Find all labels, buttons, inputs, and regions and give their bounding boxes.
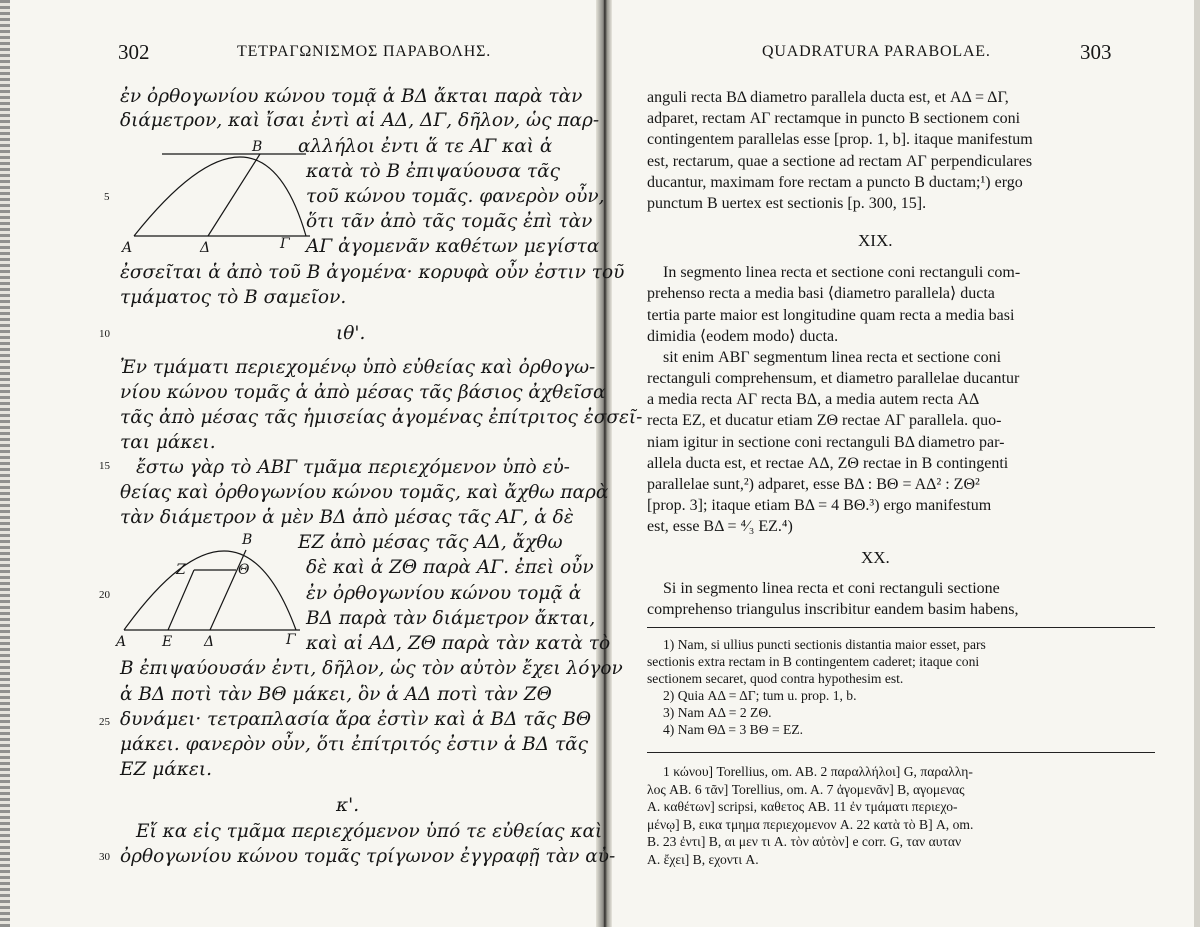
text-line: κατὰ τὸ Β ἐπιψαύουσα τᾶς	[306, 161, 561, 182]
footnote-line: sectionis extra rectam in Β contingentem caderet; itaque coni	[647, 654, 980, 669]
text-line: διάμετρον, καὶ ἴσαι ἐντὶ αἱ ΑΔ, ΔΓ, δῆλον, ὡς παρ-	[120, 110, 600, 131]
footnote-line: 2) Quia ΑΔ = ΔΓ; tum u. prop. 1, b.	[663, 688, 857, 703]
text-line: parallelae sunt,²) adparet, esse ΒΔ : ΒΘ = ΑΔ² : ΖΘ²	[647, 476, 980, 493]
book-gutter	[596, 0, 612, 927]
text-line: ἐσσεῖται ἁ ἀπὸ τοῦ Β ἀγομένα· κορυφὰ οὖν ἐστιν τοῦ	[120, 262, 625, 283]
text-line: niam igitur in sectione coni rectanguli ΒΔ diametro par-	[647, 434, 1005, 451]
figure-label: Β	[242, 532, 253, 548]
text-line: allela ducta est, et rectae ΑΔ, ΖΘ rectae in Β contingenti	[647, 455, 1009, 472]
text-line: In segmento linea recta et sectione coni rectanguli com-	[663, 264, 1021, 281]
page-edge-right	[1194, 0, 1200, 927]
text-line: [prop. 3]; itaque etiam ΒΔ = 4 ΒΘ.³) ergo manifestum	[647, 497, 992, 514]
text-line: ται μάκει.	[120, 432, 216, 453]
text-line: Si in segmento linea recta et coni rectanguli sectione	[663, 580, 1000, 597]
text-line: ὅτι τᾶν ἀπὸ τᾶς τομᾶς ἐπὶ τὰν	[306, 211, 593, 232]
text-line: contingentem parallelas esse [prop. 1, b]. itaque manifestum	[647, 131, 1033, 148]
text-line: a media recta ΑΓ recta ΒΔ, a media autem recta ΑΔ	[647, 391, 980, 408]
parabola-arc	[134, 157, 306, 236]
text-line: prehenso recta a media basi ⟨diametro parallela⟩ ducta	[647, 285, 995, 302]
line-number: 25	[99, 716, 110, 728]
text-line: ἐν ὀρθογωνίου κώνου τομᾷ ἁ	[306, 583, 582, 604]
footnote-line: 3) Nam ΑΔ = 2 ΖΘ.	[663, 705, 772, 720]
right-running-head: QUADRATURA PARABOLAE.	[762, 43, 991, 60]
parabola-figure-1	[110, 140, 310, 260]
apparatus-line: λος AB. 6 τᾶν] Torellius, om. A. 7 ἀγομενᾶν] B, αγομενας	[647, 782, 965, 797]
parabola-figure-2	[110, 532, 306, 650]
text-line: dimidia ⟨eodem modo⟩ ducta.	[647, 328, 839, 345]
apparatus-line: A. ἔχει] B, εχοντι A.	[647, 852, 759, 867]
text-line: ΑΓ ἀγομενᾶν καθέτων μεγίστα	[306, 236, 600, 257]
text-line: adparet, rectam ΑΓ rectamque in puncto Β sectionem coni	[647, 110, 1021, 127]
text-line: Β ἐπιψαύουσάν ἐντι, δῆλον, ὡς τὸν αὐτὸν ἔχει λόγον	[120, 658, 623, 679]
section-heading: XIX.	[858, 231, 893, 250]
section-number: κ'.	[336, 795, 360, 816]
line-number: 5	[104, 191, 110, 203]
text-line: ἔστω γὰρ τὸ ΑΒΓ τμᾶμα περιεχόμενον ὑπὸ εὐ-	[136, 457, 570, 478]
figure-label: Γ	[280, 236, 290, 252]
text-line: αλλήλοι ἐντι ἅ τε ΑΓ καὶ ἁ	[298, 136, 553, 157]
figure-label: Γ	[286, 632, 296, 648]
text-line: Εἴ κα εἰς τμᾶμα περιεχόμενον ὑπό τε εὐθείας καὶ	[136, 821, 603, 842]
figure-label: Δ	[200, 240, 211, 256]
figure-label: Ε	[162, 634, 173, 650]
line-number: 20	[99, 589, 110, 601]
ez-line	[168, 570, 194, 630]
text-line: Ἐν τμάματι περιεχομένῳ ὑπὸ εὐθείας καὶ ὀρθογω-	[120, 357, 596, 378]
figure-label: Ζ	[176, 562, 186, 578]
text-line: θείας καὶ ὀρθογωνίου κώνου τομᾶς, καὶ ἄχθω παρὰ	[120, 482, 609, 503]
text-line: recta ΕΖ, et ducatur etiam ΖΘ rectae ΑΓ parallela. quo-	[647, 412, 1002, 429]
text-line: ΕΖ ἀπὸ μέσας τᾶς ΑΔ, ἄχθω	[298, 532, 563, 553]
diameter-line	[208, 154, 260, 236]
page-edge-left	[0, 0, 10, 927]
text-line: ὀρθογωνίου κώνου τομᾶς τρίγωνον ἐγγραφῇ τὰν αὐ-	[120, 846, 616, 867]
apparatus-line: B. 23 ἐντι] B, αι μεν τι A. τὸν αὐτὸν] e corr. G, ταν αυταν	[647, 834, 962, 849]
footnote-line: sectionem secaret, quod contra hypothesim est.	[647, 671, 904, 686]
text-line: sit enim ΑΒΓ segmentum linea recta et sectione coni	[663, 349, 1002, 366]
footnote-line: 4) Nam ΘΔ = 3 ΒΘ = ΕΖ.	[663, 722, 804, 737]
text-line: anguli recta ΒΔ diametro parallela ducta est, et ΑΔ = ΔΓ,	[647, 89, 1009, 106]
text-line: τοῦ κώνου τομᾶς. φανερὸν οὖν,	[306, 186, 605, 207]
text-line: rectanguli comprehensum, et diametro parallelae ducantur	[647, 370, 1020, 387]
text-line: τὰν διάμετρον ἁ μὲν ΒΔ ἀπὸ μέσας τᾶς ΑΓ, ἁ δὲ	[120, 507, 574, 528]
text-line: δὲ καὶ ἁ ΖΘ παρὰ ΑΓ. ἐπεὶ οὖν	[306, 557, 594, 578]
right-folio: 303	[1080, 40, 1112, 64]
text-line: τμάματος τὸ Β σαμεῖον.	[120, 287, 347, 308]
text-line: punctum Β uertex est sectionis [p. 300, 15].	[647, 195, 927, 212]
line-number: 15	[99, 460, 110, 472]
footnote-rule	[647, 627, 1155, 628]
figure-label: Β	[252, 140, 263, 155]
parabola-arc	[124, 551, 296, 630]
apparatus-line: A. καθέτων] scripsi, καθετος AB. 11 ἐν τμάματι περιεχο-	[647, 799, 958, 814]
left-running-head: ΤΕΤΡΑΓΩΝΙΣΜΟΣ ΠΑΡΑΒΟΛΗΣ.	[237, 43, 491, 60]
apparatus-line: 1 κώνου] Torellius, om. AB. 2 παραλλήλοι] G, παραλλη-	[663, 764, 973, 779]
apparatus-rule	[647, 752, 1155, 753]
line-number: 30	[99, 851, 110, 863]
apparatus-line: μένῳ] B, εικα τμημα περιεχομενον A. 22 κατὰ τὸ Β] A, om.	[647, 817, 974, 832]
figure-label: Δ	[204, 634, 215, 650]
figure-label: Α	[122, 240, 133, 256]
text-line: tertia parte maior est longitudine quam recta a media basi	[647, 307, 1015, 324]
text-line: est, rectarum, quae a sectione ad rectam ΑΓ perpendiculares	[647, 153, 1033, 170]
left-folio: 302	[118, 40, 150, 64]
figure-label: Α	[116, 634, 127, 650]
section-number: ιθ'.	[336, 323, 366, 344]
figure-label: Θ	[238, 562, 250, 578]
footnote-line: 1) Nam, si ullius puncti sectionis distantia maior esset, pars	[663, 637, 986, 652]
text-line: ducantur, maximam fore rectam a puncto Β ductam;¹) ergo	[647, 174, 1023, 191]
line-number: 10	[99, 328, 110, 340]
text-line: δυνάμει· τετραπλασία ἄρα ἐστὶν καὶ ἁ ΒΔ τᾶς ΒΘ	[120, 709, 592, 730]
text-line: νίου κώνου τομᾶς ἁ ἀπὸ μέσας τᾶς βάσιος ἀχθεῖσα	[120, 382, 606, 403]
text-line: ἁ ΒΔ ποτὶ τὰν ΒΘ μάκει, ὃν ἁ ΑΔ ποτὶ τὰν ΖΘ	[120, 684, 552, 705]
text-line: καὶ αἱ ΑΔ, ΖΘ παρὰ τὰν κατὰ τὸ	[306, 633, 611, 654]
text-line: ΕΖ μάκει.	[120, 759, 212, 780]
text-line: ΒΔ παρὰ τὰν διάμετρον ἄκται,	[306, 608, 596, 629]
text-line: est, esse ΒΔ = ⁴⁄₃ ΕΖ.⁴)	[647, 518, 793, 535]
text-line: τᾶς ἀπὸ μέσας τᾶς ἡμισείας ἀγομένας ἐπίτριτος ἐσσεῖ-	[120, 407, 643, 428]
text-line: ἐν ὀρθογωνίου κώνου τομᾷ ἁ ΒΔ ἄκται παρὰ τὰν	[120, 86, 583, 107]
section-heading: XX.	[861, 548, 890, 567]
text-line: μάκει. φανερὸν οὖν, ὅτι ἐπίτριτός ἐστιν ἁ ΒΔ τᾶς	[120, 734, 589, 755]
text-line: comprehenso triangulus inscribitur eandem basim habens,	[647, 601, 1019, 618]
